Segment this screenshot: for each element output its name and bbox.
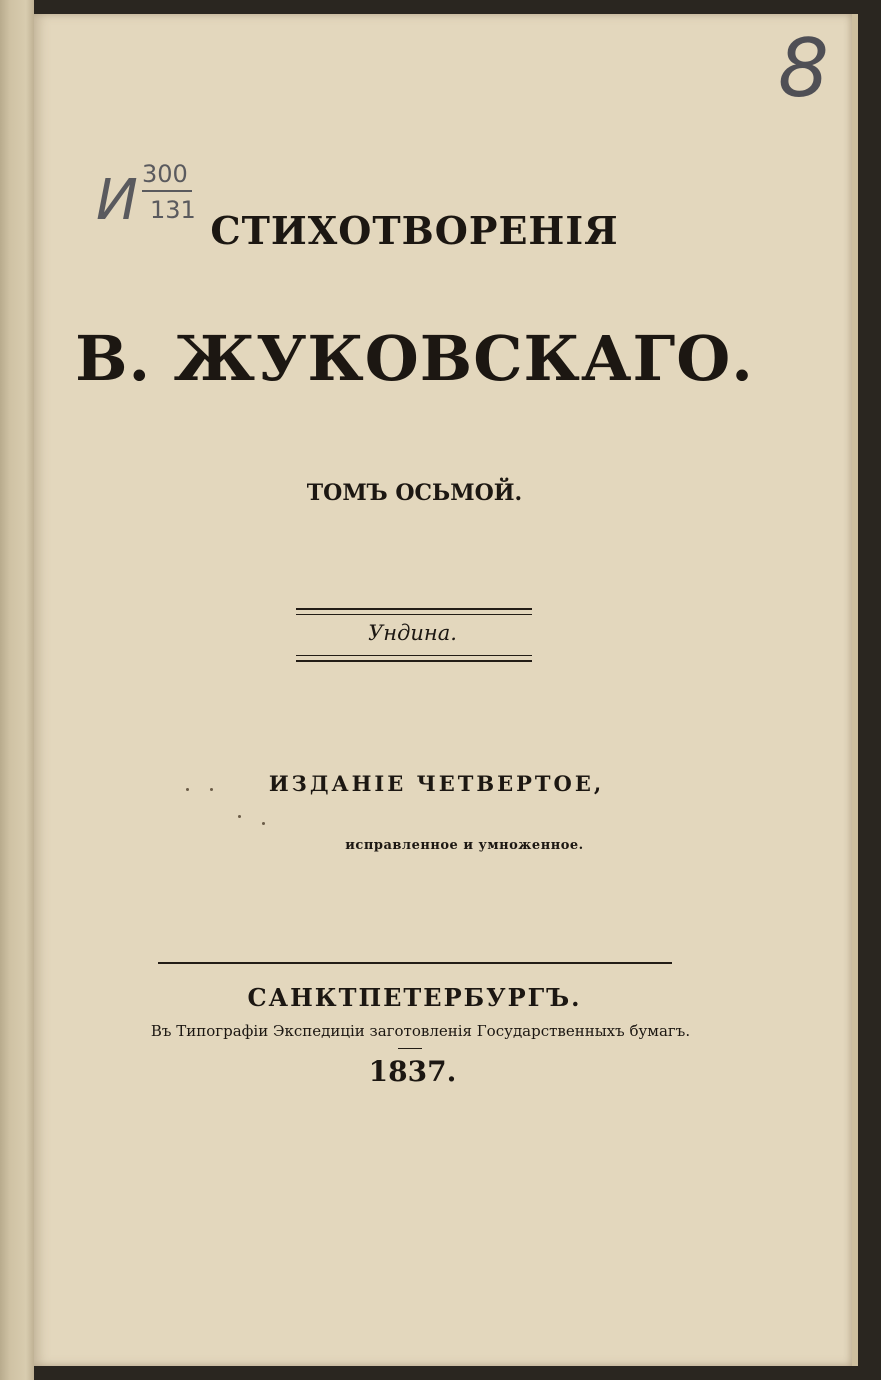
- double-rule-top-1: [296, 608, 532, 610]
- handwritten-fraction-bar: [142, 190, 192, 192]
- book-spine-edge: [0, 0, 34, 1380]
- imprint-city: САНКТПЕТЕРБУРГЪ.: [247, 983, 582, 1012]
- imprint-year: 1837.: [368, 1055, 457, 1088]
- double-rule-bottom-2: [296, 660, 532, 662]
- double-rule-top-2: [296, 614, 532, 615]
- handwritten-corner-mark: 8: [778, 22, 829, 115]
- year-dash: [398, 1048, 422, 1049]
- ink-speck: [238, 815, 241, 818]
- work-subtitle: Ундина.: [368, 621, 457, 645]
- imprint-rule: [158, 962, 672, 964]
- volume-label: ТОМЪ ОСЬМОЙ.: [306, 480, 523, 506]
- handwritten-shelf-letter: И: [96, 168, 138, 233]
- handwritten-shelf-number-top: 300: [142, 160, 188, 188]
- handwritten-shelf-number-bottom: 131: [150, 196, 196, 224]
- title-line-1: СТИХОТВОРЕНІЯ: [210, 208, 619, 253]
- author-name: В. ЖУКОВСКАГО.: [75, 322, 754, 395]
- edition-note: исправленное и умноженное.: [345, 838, 584, 853]
- double-rule-bottom-1: [296, 655, 532, 656]
- ink-speck: [262, 822, 265, 825]
- imprint-printer: Въ Типографіи Экспедиціи заготовленія Государственныхъ бумагъ.: [150, 1022, 691, 1040]
- edition-statement: ИЗДАНІЕ ЧЕТВЕРТОЕ,: [268, 771, 605, 796]
